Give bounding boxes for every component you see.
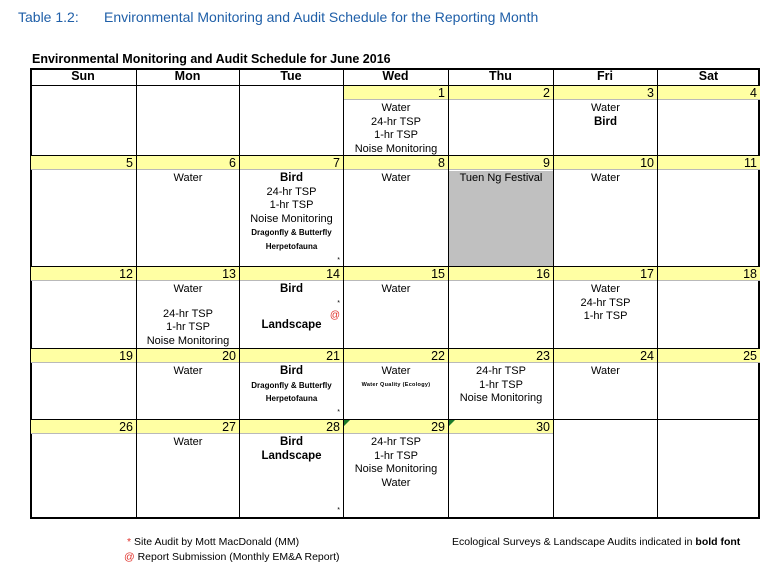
date-bar xyxy=(344,267,448,281)
site-audit-marker: * xyxy=(337,256,340,264)
date-bar xyxy=(449,349,553,363)
date-bar xyxy=(658,156,760,170)
weekday-header: Thu xyxy=(489,69,512,83)
calendar-day-cell xyxy=(31,156,136,266)
event-item: Herpetofauna xyxy=(265,241,318,251)
event-item: 24-hr TSP xyxy=(266,185,317,198)
event-list xyxy=(240,365,343,406)
date-bar xyxy=(137,267,239,281)
day-number: 19 xyxy=(119,349,133,363)
event-item: 24-hr TSP xyxy=(580,296,631,309)
event-item: Water Quality (Ecology) xyxy=(361,381,431,388)
event-item: Water xyxy=(381,283,411,295)
event-item: Bird xyxy=(594,115,617,128)
weekday-header: Mon xyxy=(174,69,201,83)
event-item: 1-hr TSP xyxy=(374,129,418,142)
site-audit-marker: * xyxy=(127,536,132,548)
table-caption xyxy=(18,9,538,25)
site-audit-marker: * xyxy=(337,507,340,514)
event-item: Water xyxy=(173,436,203,448)
day-number: 27 xyxy=(222,420,236,434)
event-list xyxy=(137,283,239,348)
calendar-day-cell xyxy=(31,267,136,348)
date-bar xyxy=(240,349,343,363)
day-number: 28 xyxy=(326,420,340,434)
day-number: 23 xyxy=(536,349,550,363)
day-number: 29 xyxy=(431,420,445,434)
date-bar xyxy=(554,86,657,100)
calendar-day-cell xyxy=(137,267,239,348)
event-item: Noise Monitoring xyxy=(146,334,230,347)
event-item: Noise Monitoring xyxy=(459,392,543,405)
report-submission-marker: @ xyxy=(329,310,340,322)
date-bar xyxy=(137,349,239,363)
calendar-day-cell xyxy=(344,156,448,266)
calendar-day-cell xyxy=(554,156,657,266)
date-bar xyxy=(658,349,760,363)
bold-note-text: Ecological Surveys & Landscape Audits indicated in xyxy=(452,536,696,548)
date-bar xyxy=(344,349,448,363)
day-number: 2 xyxy=(543,86,550,100)
calendar-day-cell xyxy=(344,349,448,419)
calendar-day-cell xyxy=(240,267,343,348)
comment-flag-icon xyxy=(449,420,455,426)
event-item: 1-hr TSP xyxy=(269,199,314,212)
day-number: 10 xyxy=(640,156,654,170)
calendar-day-cell xyxy=(31,420,136,519)
event-list xyxy=(137,365,239,379)
calendar-day-cell xyxy=(240,156,343,266)
event-item: Water xyxy=(173,283,203,295)
calendar-day-cell xyxy=(449,420,553,519)
event-item: Bird xyxy=(280,172,303,184)
date-bar xyxy=(344,86,448,100)
event-item: Bird xyxy=(280,436,303,448)
calendar-day-cell xyxy=(658,86,760,155)
date-bar xyxy=(31,156,136,170)
footnote-site-audit xyxy=(127,536,299,548)
date-bar xyxy=(554,156,657,170)
event-list xyxy=(344,283,448,297)
calendar-day-cell xyxy=(344,420,448,519)
event-item: Water xyxy=(591,365,620,377)
day-number: 14 xyxy=(326,267,340,281)
day-number: 20 xyxy=(222,349,236,363)
report-marker: @ xyxy=(124,551,135,563)
calendar-day-cell xyxy=(554,349,657,419)
event-item: Bird xyxy=(280,283,303,295)
event-list xyxy=(240,283,343,332)
date-bar xyxy=(240,267,343,281)
event-item: Dragonfly & Butterfly xyxy=(251,380,332,390)
day-number: 11 xyxy=(744,156,757,170)
calendar-day-cell xyxy=(240,420,343,519)
weekday-header: Fri xyxy=(597,69,613,83)
calendar-day-cell xyxy=(240,349,343,419)
event-list xyxy=(449,172,553,186)
event-item: 24-hr TSP xyxy=(476,365,526,377)
calendar-day-cell xyxy=(554,86,657,155)
site-audit-marker: * xyxy=(337,299,340,307)
footnote-report-submission xyxy=(124,551,340,563)
day-number: 1 xyxy=(438,86,445,100)
comment-flag-icon xyxy=(344,420,350,426)
calendar-day-cell xyxy=(449,156,553,266)
event-list xyxy=(344,436,448,490)
date-bar xyxy=(240,420,343,434)
event-item: Water xyxy=(381,172,411,184)
event-list xyxy=(449,365,553,406)
date-bar xyxy=(31,349,136,363)
date-bar xyxy=(554,349,657,363)
day-number: 15 xyxy=(431,267,445,281)
date-bar xyxy=(449,420,553,434)
event-item: Water xyxy=(381,365,411,377)
event-item: Water xyxy=(173,365,203,377)
day-number: 5 xyxy=(126,156,133,170)
event-spacer xyxy=(240,308,343,322)
day-number: 3 xyxy=(647,86,654,100)
event-item: Water xyxy=(381,102,411,114)
date-bar xyxy=(449,86,553,100)
date-bar xyxy=(31,420,136,434)
day-number: 21 xyxy=(326,349,340,363)
event-spacer xyxy=(240,297,343,308)
date-bar xyxy=(344,156,448,170)
table-caption-title: Environmental Monitoring and Audit Schedule for the Reporting Month xyxy=(104,9,539,25)
event-list xyxy=(344,102,448,156)
day-number: 16 xyxy=(536,267,550,281)
day-number: 6 xyxy=(229,156,236,170)
calendar-day-cell xyxy=(658,267,760,348)
event-list xyxy=(240,172,343,254)
event-list xyxy=(137,172,239,186)
day-number: 30 xyxy=(536,420,550,434)
calendar-day-cell xyxy=(344,267,448,348)
day-number: 26 xyxy=(119,420,133,434)
day-number: 4 xyxy=(750,86,757,100)
event-item: Tuen Ng Festival xyxy=(459,172,543,184)
day-number: 18 xyxy=(743,267,757,281)
date-bar xyxy=(137,156,239,170)
calendar-day-cell xyxy=(658,156,760,266)
event-item: 1-hr TSP xyxy=(479,378,523,391)
table-number: Table 1.2: xyxy=(18,9,79,25)
calendar-day-cell xyxy=(137,156,239,266)
day-number: 9 xyxy=(543,156,550,170)
event-list xyxy=(554,283,657,324)
event-list xyxy=(554,172,657,186)
day-number: 7 xyxy=(333,156,340,170)
event-list xyxy=(137,436,239,450)
date-bar xyxy=(240,156,343,170)
date-bar xyxy=(658,267,760,281)
event-item: Water xyxy=(591,283,620,295)
site-audit-text: Site Audit by Mott MacDonald (MM) xyxy=(131,536,300,548)
calendar-day-cell xyxy=(31,349,136,419)
weekday-header: Sat xyxy=(698,69,719,83)
bold-note-emphasis: bold font xyxy=(695,536,741,548)
date-bar xyxy=(449,267,553,281)
day-number: 12 xyxy=(119,267,133,281)
calendar-day-cell xyxy=(554,267,657,348)
calendar-day-cell xyxy=(449,86,553,155)
site-audit-marker: * xyxy=(337,408,340,416)
schedule-title: Environmental Monitoring and Audit Schedule for June 2016 xyxy=(32,52,391,66)
event-item: Water xyxy=(591,102,620,114)
date-bar xyxy=(137,420,239,434)
calendar-day-cell xyxy=(658,349,760,419)
calendar-day-cell xyxy=(449,267,553,348)
day-number: 8 xyxy=(438,156,445,170)
event-item: Noise Monitoring xyxy=(354,142,438,155)
date-bar xyxy=(31,267,136,281)
event-item: 1-hr TSP xyxy=(583,310,628,323)
event-item: 24-hr TSP xyxy=(371,436,421,448)
event-item: Bird xyxy=(280,365,303,377)
event-item: Landscape xyxy=(261,318,322,331)
calendar-day-cell xyxy=(449,349,553,419)
event-item: Herpetofauna xyxy=(265,394,318,404)
event-item: Water xyxy=(381,476,411,489)
weekday-header: Sun xyxy=(71,69,95,83)
event-spacer xyxy=(137,297,239,308)
calendar-day-cell xyxy=(137,349,239,419)
event-item: 1-hr TSP xyxy=(374,449,418,462)
event-list xyxy=(344,172,448,186)
event-item: Noise Monitoring xyxy=(354,463,438,476)
event-list xyxy=(554,365,657,379)
event-list xyxy=(344,365,448,392)
event-item: 24-hr TSP xyxy=(371,115,421,128)
event-item: Water xyxy=(591,172,620,184)
event-item: Landscape xyxy=(261,449,322,462)
day-number: 22 xyxy=(431,349,445,363)
day-number: 24 xyxy=(640,349,654,363)
event-item: 24-hr TSP xyxy=(163,307,213,320)
event-list xyxy=(554,102,657,129)
date-bar xyxy=(554,267,657,281)
day-number: 13 xyxy=(222,267,236,281)
event-item: Dragonfly & Butterfly xyxy=(251,228,332,238)
date-bar xyxy=(449,156,553,170)
event-item: Water xyxy=(173,172,203,184)
calendar-day-cell xyxy=(344,86,448,155)
calendar-day-cell xyxy=(137,420,239,519)
footnote-bold-note xyxy=(452,536,740,548)
day-number: 17 xyxy=(640,267,654,281)
event-item: 1-hr TSP xyxy=(166,321,210,334)
date-bar xyxy=(344,420,448,434)
day-number: 25 xyxy=(743,349,757,363)
event-item: Noise Monitoring xyxy=(250,212,333,225)
report-text: Report Submission (Monthly EM&A Report) xyxy=(134,551,340,563)
weekday-header: Tue xyxy=(280,69,302,83)
calendar-grid xyxy=(30,68,760,519)
weekday-header: Wed xyxy=(382,69,409,83)
date-bar xyxy=(658,86,760,100)
event-list xyxy=(240,436,343,463)
